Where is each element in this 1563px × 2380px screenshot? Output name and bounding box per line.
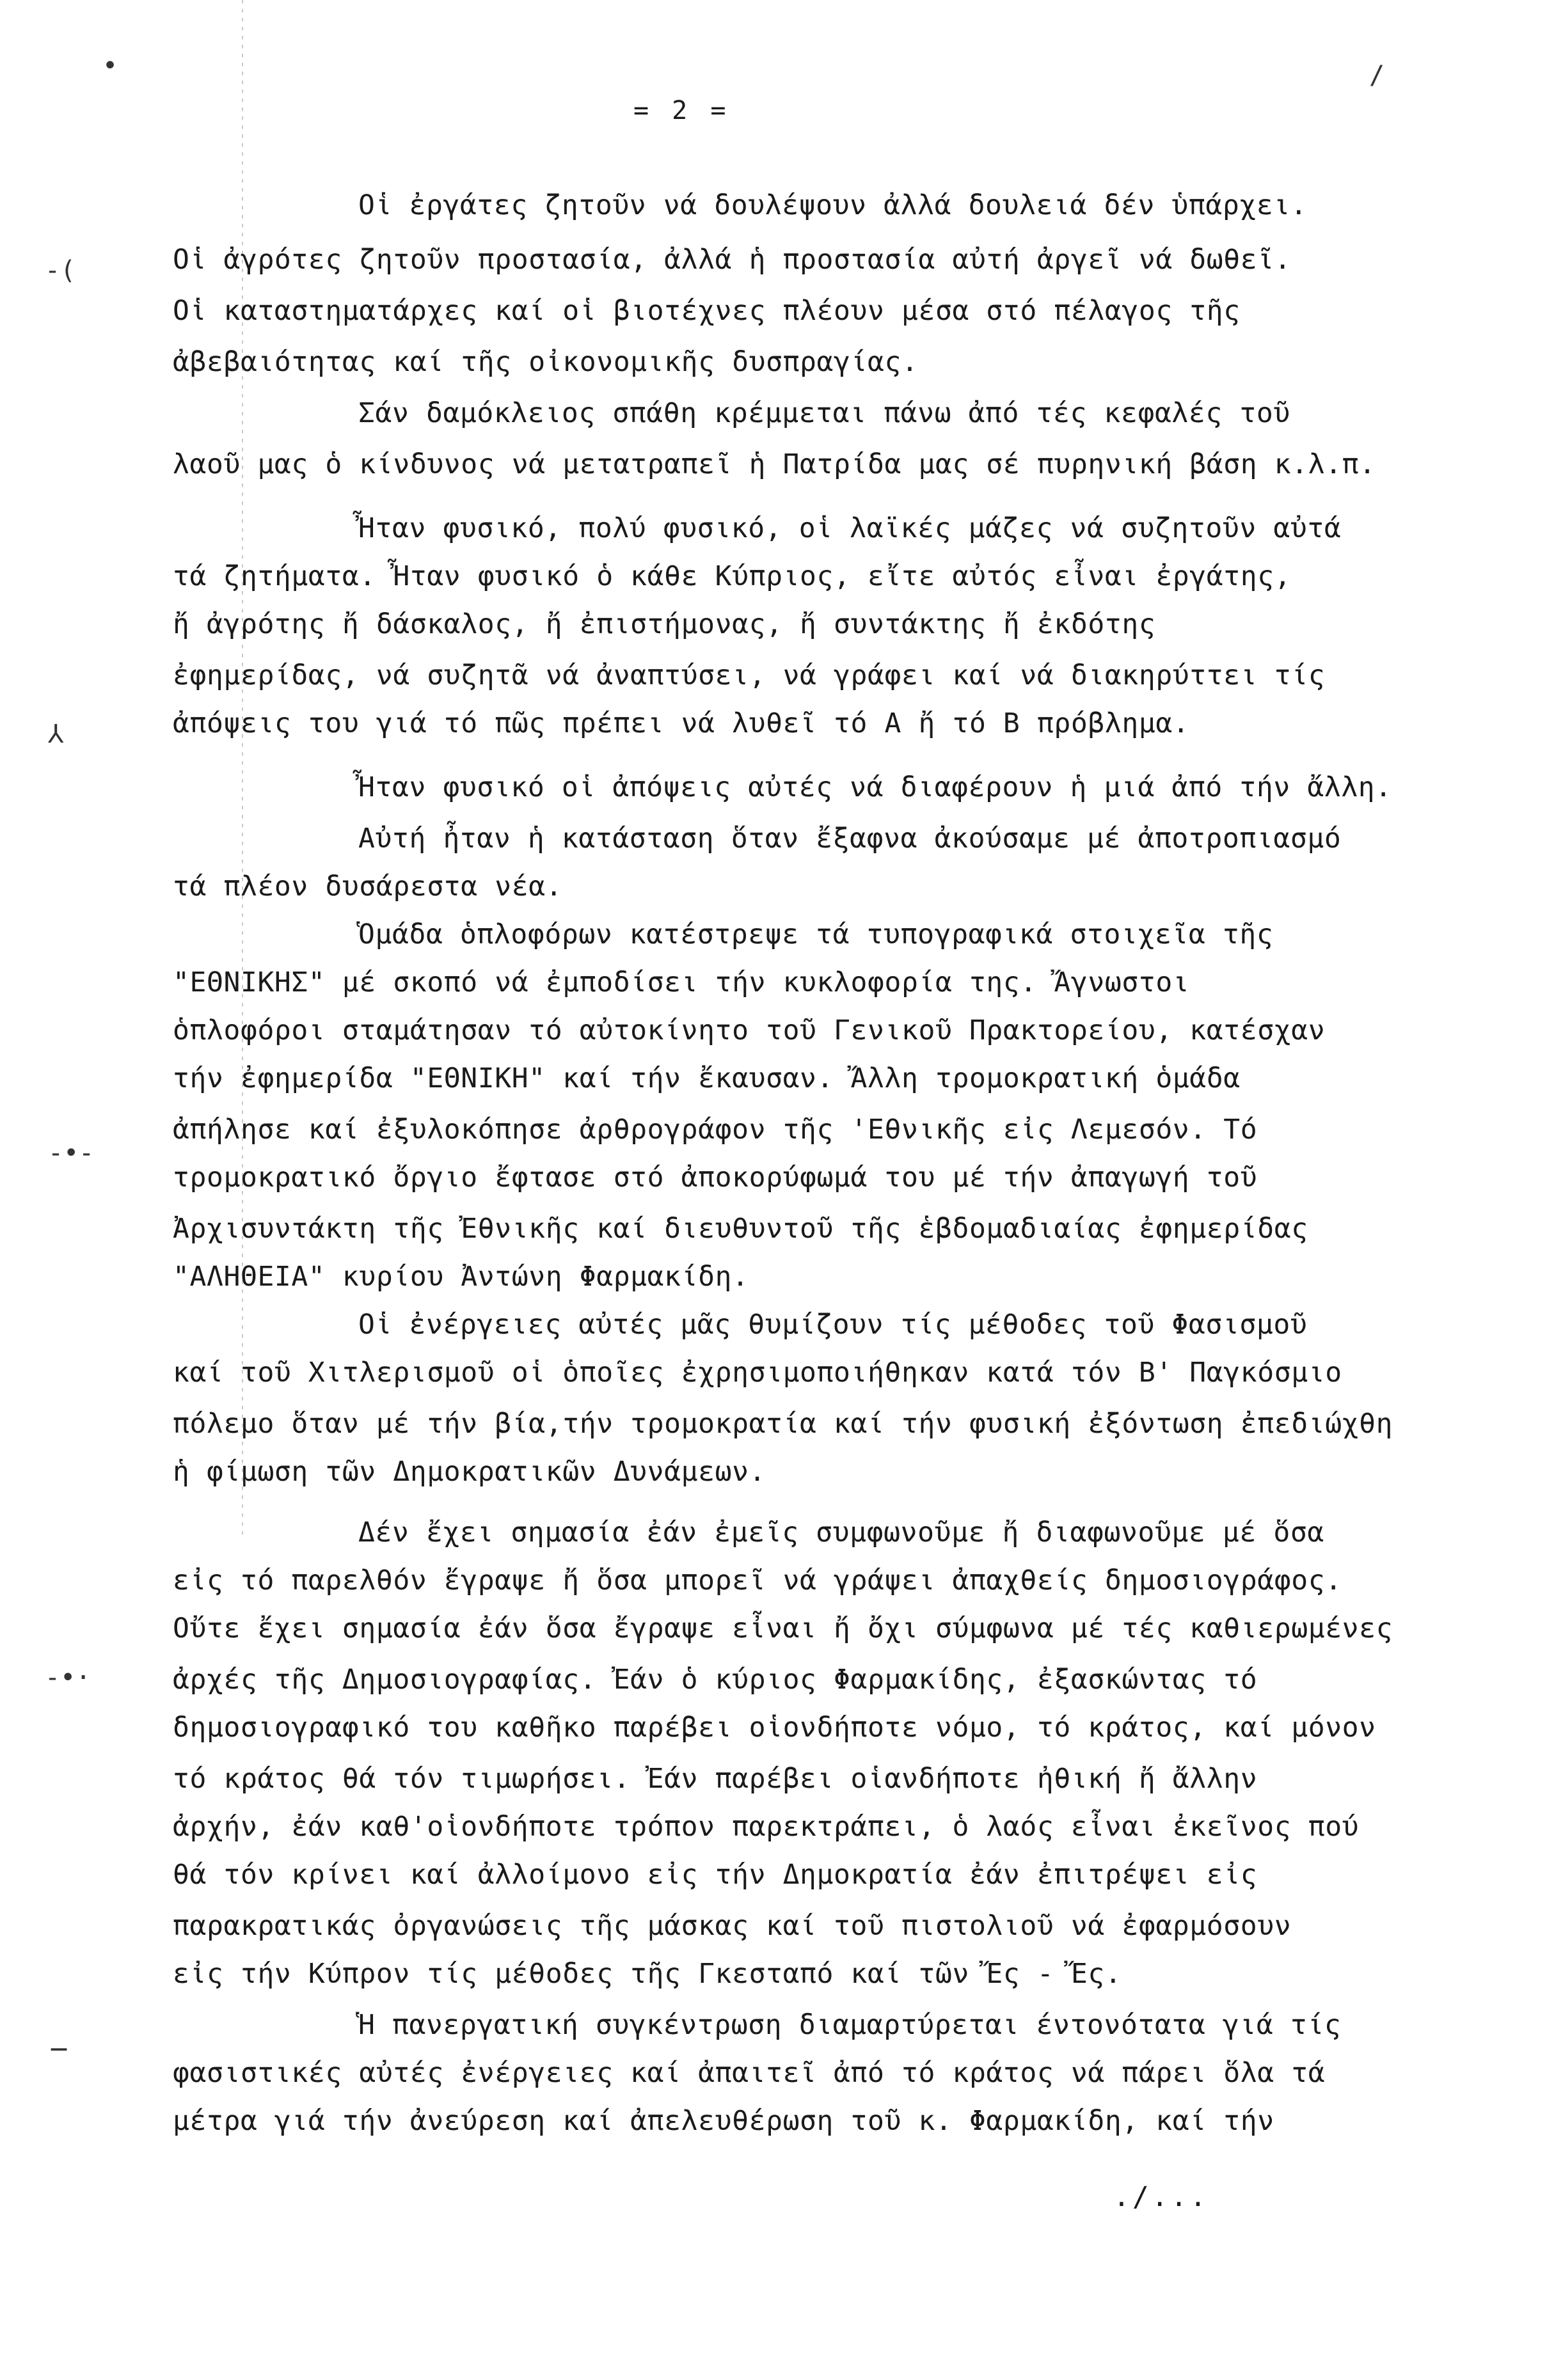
text-line: λαοῦ μας ὁ κίνδυνος νά μετατραπεῖ ἡ Πατρίδα μας σέ πυρηνική βάση κ.λ.π. bbox=[173, 448, 1376, 480]
text-line: Οἱ ἐνέργειες αὐτές μᾶς θυμίζουν τίς μέθοδες τοῦ Φασισμοῦ bbox=[358, 1309, 1308, 1341]
text-line: τά πλέον δυσάρεστα νέα. bbox=[173, 871, 563, 902]
text-line: πόλεμο ὅταν μέ τήν βία,τήν τρομοκρατία καί τήν φυσική ἐξόντωση ἐπεδιώχθη bbox=[173, 1408, 1393, 1440]
text-line: δημοσιογραφικό του καθῆκο παρέβει οἱονδήποτε νόμο, τό κράτος, καί μόνον bbox=[173, 1712, 1376, 1744]
margin-dot: • bbox=[102, 51, 118, 81]
text-line: Οἱ ἐργάτες ζητοῦν νά δουλέψουν ἀλλά δουλειά δέν ὑπάρχει. bbox=[358, 189, 1308, 221]
margin-arrow: ـ bbox=[51, 2028, 67, 2057]
text-line: ἀπόψεις του γιά τό πῶς πρέπει νά λυθεῖ τό Α ἤ τό Β πρόβλημα. bbox=[173, 707, 1190, 739]
text-line: καί τοῦ Χιτλερισμοῦ οἱ ὁποῖες ἐχρησιμοποιήθηκαν κατά τόν Β' Παγκόσμιο bbox=[173, 1357, 1342, 1389]
text-line: Οἱ καταστηματάρχες καί οἱ βιοτέχνες πλέουν μέσα στό πέλαγος τῆς bbox=[173, 295, 1241, 327]
text-line: Ὁμάδα ὁπλοφόρων κατέστρεψε τά τυπογραφικά στοιχεῖα τῆς bbox=[358, 918, 1274, 950]
margin-tick: / bbox=[1369, 61, 1385, 90]
text-line: θά τόν κρίνει καί ἀλλοίμονο εἰς τήν Δημοκρατία ἐάν ἐπιτρέψει εἰς bbox=[173, 1859, 1258, 1891]
text-line: Σάν δαμόκλειος σπάθη κρέμμεται πάνω ἀπό τές κεφαλές τοῦ bbox=[358, 397, 1290, 429]
text-line: Αὐτή ἦταν ἡ κατάσταση ὅταν ἔξαφνα ἀκούσαμε μέ ἀποτροπιασμό bbox=[358, 823, 1342, 855]
text-line: ἤ ἀγρότης ἤ δάσκαλος, ἤ ἐπιστήμονας, ἤ συντάκτης ἤ ἐκδότης bbox=[173, 608, 1156, 640]
text-line: μέτρα γιά τήν ἀνεύρεση καί ἀπελευθέρωση τοῦ κ. Φαρμακίδη, καί τήν bbox=[173, 2105, 1274, 2137]
text-line: τά ζητήματα. Ἦταν φυσικό ὁ κάθε Κύπριος, εἴτε αὐτός εἶναι ἐργάτης, bbox=[173, 560, 1292, 592]
margin-guide-line bbox=[242, 0, 243, 1535]
text-line: ἐφημερίδας, νά συζητᾶ νά ἀναπτύσει, νά γράφει καί νά διακηρύττει τίς bbox=[173, 659, 1326, 691]
text-line: ἀβεβαιότητας καί τῆς οἰκονομικῆς δυσπραγίας. bbox=[173, 346, 919, 378]
text-line: ἡ φίμωση τῶν Δημοκρατικῶν Δυνάμεων. bbox=[173, 1456, 766, 1488]
page-number: = 2 = bbox=[633, 96, 730, 125]
continuation-mark: ./... bbox=[1113, 2181, 1209, 2213]
text-line: Δέν ἔχει σημασία ἐάν ἐμεῖς συμφωνοῦμε ἤ διαφωνοῦμε μέ ὅσα bbox=[358, 1517, 1324, 1549]
text-line: ἀρχές τῆς Δημοσιογραφίας. Ἐάν ὁ κύριος Φαρμακίδης, ἐξασκώντας τό bbox=[173, 1664, 1258, 1696]
margin-arrow: ⅄ bbox=[48, 720, 64, 749]
text-line: τήν ἐφημερίδα "ΕΘΝΙΚΗ" καί τήν ἔκαυσαν. Ἄλλη τρομοκρατική ὁμάδα bbox=[173, 1062, 1241, 1094]
text-line: Ἡ πανεργατική συγκέντρωση διαμαρτύρεται έντονότατα γιά τίς bbox=[358, 2009, 1342, 2041]
text-line: εἰς τήν Κύπρον τίς μέθοδες τῆς Γκεσταπό καί τῶν Ἔς - Ἔς. bbox=[173, 1958, 1122, 1990]
text-line: παρακρατικάς ὀργανώσεις τῆς μάσκας καί τοῦ πιστολιοῦ νά ἐφαρμόσουν bbox=[173, 1910, 1292, 1942]
text-line: "ΑΛΗΘΕΙΑ" κυρίου Ἀντώνη Φαρμακίδη. bbox=[173, 1261, 749, 1293]
text-line: Ἦταν φυσικό, πολύ φυσικό, οἱ λαϊκές μάζες νά συζητοῦν αὐτά bbox=[358, 512, 1342, 544]
margin-arrow: -•· bbox=[45, 1663, 91, 1692]
text-line: Οὔτε ἔχει σημασία ἐάν ὅσα ἔγραψε εἶναι ἤ ὄχι σύμφωνα μέ τές καθιερωμένες bbox=[173, 1612, 1393, 1644]
text-line: ἀρχήν, ἐάν καθ'οἱονδήποτε τρόπον παρεκτράπει, ὁ λαός εἶναι ἐκεῖνος πού bbox=[173, 1811, 1360, 1843]
text-line: "ΕΘΝΙΚΗΣ" μέ σκοπό νά ἐμποδίσει τήν κυκλοφορία της. Ἄγνωστοι bbox=[173, 966, 1190, 998]
text-line: ἀπήλησε καί ἐξυλοκόπησε ἀρθρογράφον τῆς 'Εθνικῆς εἰς Λεμεσόν. Τό bbox=[173, 1114, 1258, 1146]
margin-arrow: -•- bbox=[48, 1139, 95, 1168]
text-line: Ἀρχισυντάκτη τῆς Ἐθνικῆς καί διευθυντοῦ τῆς ἑβδομαδιαίας ἐφημερίδας bbox=[173, 1213, 1308, 1245]
text-line: τρομοκρατικό ὄργιο ἔφτασε στό ἀποκορύφωμά του μέ τήν ἀπαγωγή τοῦ bbox=[173, 1162, 1258, 1194]
text-line: φασιστικές αὐτές ἐνέργειες καί ἀπαιτεῖ ἀπό τό κράτος νά πάρει ὅλα τά bbox=[173, 2057, 1326, 2089]
text-line: Ἦταν φυσικό οἱ ἀπόψεις αὐτές νά διαφέρουν ἡ μιά ἀπό τήν ἄλλη. bbox=[358, 771, 1392, 803]
margin-arrow: -( bbox=[45, 256, 76, 285]
text-line: ὁπλοφόροι σταμάτησαν τό αὐτοκίνητο τοῦ Γενικοῦ Πρακτορείου, κατέσχαν bbox=[173, 1014, 1326, 1046]
text-line: Οἱ ἀγρότες ζητοῦν προστασία, ἀλλά ἡ προστασία αὐτή ἀργεῖ νά δωθεῖ. bbox=[173, 244, 1292, 276]
text-line: εἰς τό παρελθόν ἔγραψε ἤ ὅσα μπορεῖ νά γράψει ἀπαχθείς δημοσιογράφος. bbox=[173, 1564, 1342, 1596]
text-line: τό κράτος θά τόν τιμωρήσει. Ἐάν παρέβει οἱανδήποτε ἠθική ἤ ἄλλην bbox=[173, 1763, 1258, 1795]
